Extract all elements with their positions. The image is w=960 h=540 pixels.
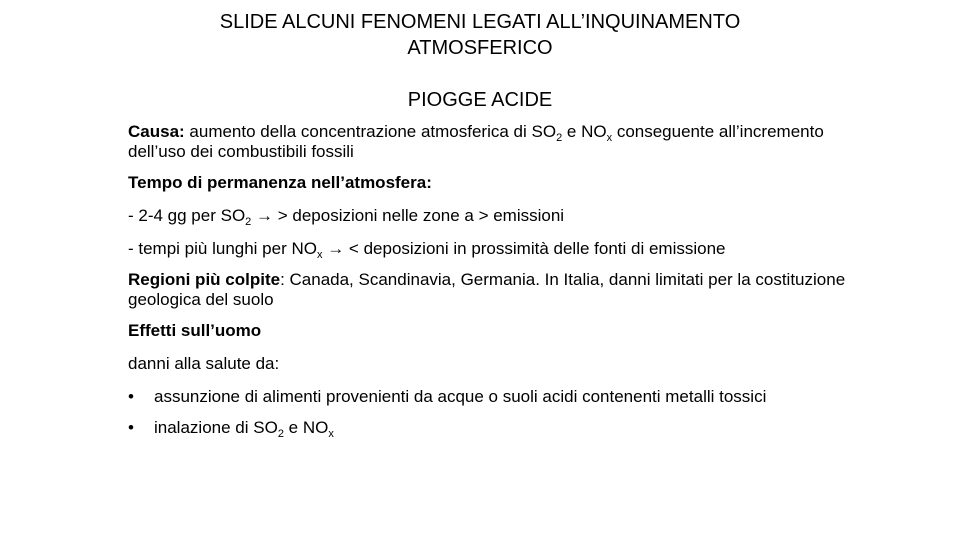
effetti-label: Effetti sull’uomo xyxy=(128,321,262,340)
so2-text-a: - 2-4 gg per SO xyxy=(128,206,246,225)
slide-title-line1: SLIDE ALCUNI FENOMENI LEGATI ALL’INQUINAMENTO xyxy=(219,11,741,33)
nox-text-a: - tempi più lunghi per NO xyxy=(128,239,317,258)
slide-body xyxy=(128,122,848,449)
tempo-heading xyxy=(128,173,848,193)
regioni-paragraph xyxy=(128,270,848,310)
regioni-text: : Canada, Scandinavia, Germania. In Italia, danni limitati per la costituzione geologica del suolo xyxy=(128,270,846,309)
causa-text-b: e NO xyxy=(562,122,607,141)
bullet-marker: • xyxy=(128,387,134,406)
bullet-inalazione-sub-nox: x xyxy=(328,428,334,440)
nox-item xyxy=(128,239,848,259)
bullet-inalazione-text-b: e NO xyxy=(283,418,329,437)
causa-paragraph xyxy=(128,122,848,162)
bullet-item-inalazione xyxy=(128,418,848,438)
causa-sub-so2: 2 xyxy=(556,132,563,144)
so2-sub: 2 xyxy=(245,216,252,228)
bullet-alimenti-text: assunzione di alimenti provenienti da acque o suoli acidi contenenti metalli tossici xyxy=(154,387,767,406)
so2-text-b: → > deposizioni nelle zone a > emissioni xyxy=(251,206,565,225)
so2-item xyxy=(128,206,848,226)
regioni-label: Regioni più colpite xyxy=(128,270,281,289)
bullet-marker: • xyxy=(128,418,134,437)
tempo-label: Tempo di permanenza nell’atmosfera: xyxy=(128,173,432,192)
nox-sub: x xyxy=(316,249,323,261)
causa-text-a: aumento della concentrazione atmosferica di SO xyxy=(184,122,557,141)
slide-title-line2: ATMOSFERICO xyxy=(407,37,553,59)
bullet-item-alimenti xyxy=(128,387,848,407)
nox-text-b: → < deposizioni in prossimità delle fonti di emissione xyxy=(322,239,726,258)
danni-text: danni alla salute da: xyxy=(128,354,280,373)
causa-label: Causa: xyxy=(128,122,185,141)
effetti-heading xyxy=(128,321,848,341)
slide-title xyxy=(100,9,860,61)
causa-text-c: conseguente all’incremento dell’uso dei combustibili fossili xyxy=(128,122,824,161)
danni-paragraph xyxy=(128,354,848,374)
causa-sub-nox: x xyxy=(606,132,613,144)
section-title: PIOGGE ACIDE xyxy=(407,89,553,111)
bullet-inalazione-sub-so2: 2 xyxy=(277,428,284,440)
bullet-inalazione-text-a: inalazione di SO xyxy=(154,418,278,437)
